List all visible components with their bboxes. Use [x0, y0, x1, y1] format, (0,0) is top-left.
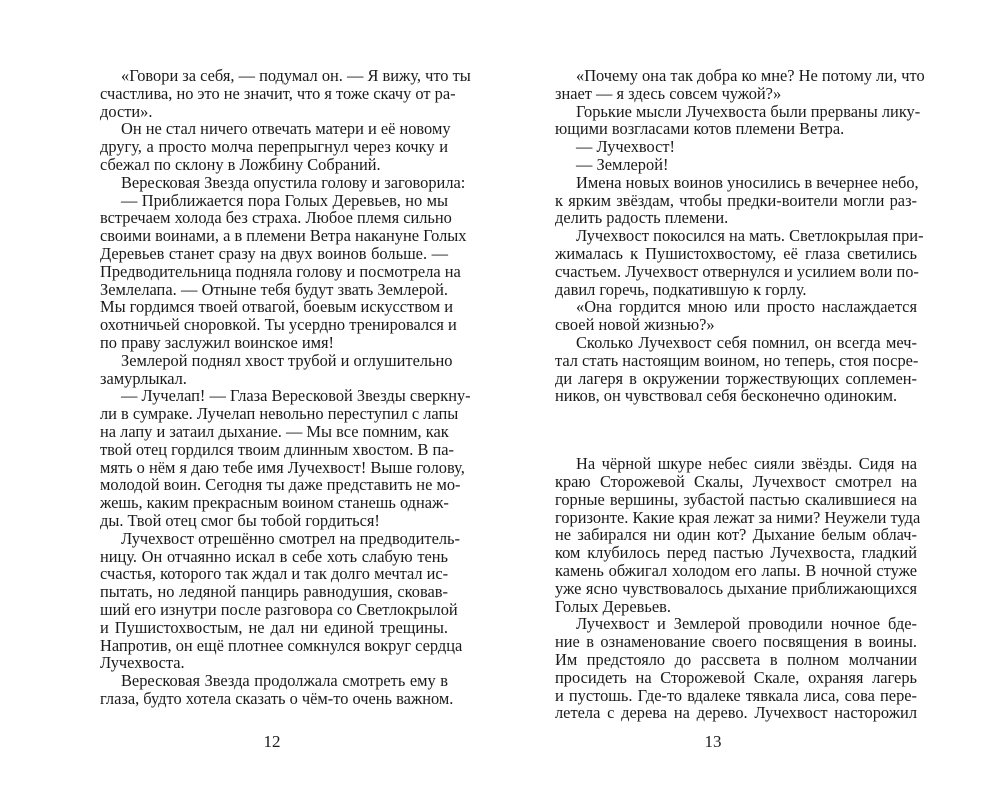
text-line: «Она гордится мною или просто наслаждается: [576, 297, 917, 317]
paragraph: [100, 119, 451, 174]
text-line: молодой воин. Сегодня ты даже представить не мо-: [100, 475, 461, 495]
paragraph: [555, 615, 917, 722]
text-line: ние в ознаменование своего посвящения в воины.: [555, 632, 917, 652]
text-line: другу, а просто молча перепрыгнул через кочку и: [100, 137, 448, 157]
text-line: сбежал по склону в Ложбину Собраний.: [100, 154, 381, 174]
text-line: Предводительница подняла голову и посмотрела на: [100, 261, 461, 281]
paragraph: [555, 298, 917, 334]
text-line: дости».: [100, 101, 153, 121]
text-line: Лучехвост и Землерой проводили ночное бде-: [576, 614, 917, 634]
text-line: На чёрной шкуре небес сияли звёзды. Сидя на: [576, 454, 917, 474]
right-page-text: [555, 66, 925, 723]
text-line: горизонте. Какие края лежат за ними? Неужели туда: [555, 507, 921, 527]
text-line: ющими возгласами котов племени Ветра.: [555, 119, 845, 139]
page-number-left: 12: [263, 732, 281, 751]
text-line: — Приближается пора Голых Деревьев, но мы: [121, 190, 448, 210]
text-line: краю Сторожевой Скалы, Лучехвост смотрел на: [555, 471, 917, 491]
text-line: Голых Деревьев.: [555, 596, 671, 616]
paragraph: [555, 226, 924, 299]
text-line: Мы гордимся твоей отвагой, боевым искусством и: [100, 297, 453, 317]
text-line: — Лучехвост!: [576, 137, 676, 157]
paragraph: [555, 138, 917, 156]
text-line: Вересковая Звезда опустила голову и заговорила:: [121, 172, 466, 192]
text-line: счастья, которого так ждал и так долго мечтал ис-: [100, 564, 449, 584]
text-line: не забирался ни один кот? Дыхание белым облач-: [555, 525, 917, 545]
text-line: «Говори за себя, — подумал он. — Я вижу, что ты: [121, 66, 471, 85]
text-line: тал стать настоящим воином, но теперь, стоя посре-: [555, 350, 919, 370]
text-line: Землелапа. — Отныне тебя будут звать Землерой.: [100, 279, 448, 299]
text-line: ди лагеря в окружении торжествующих соплемен-: [555, 368, 917, 388]
text-line: своими воинами, а в племени Ветра накануне Голых: [100, 226, 467, 246]
left-page-text: [100, 66, 471, 708]
paragraph: [100, 66, 471, 121]
text-line: «Почему она так добра ко мне? Не потому ли, что: [576, 66, 925, 85]
text-line: Сколько Лучехвост себя помнил, он всегда меч-: [576, 332, 917, 352]
text-line: Лучехвост отрешённо смотрел на предводитель-: [121, 528, 460, 548]
page-number-right: 13: [704, 732, 722, 751]
text-line: камень обжигал холодом его лапы. В ночной стуже: [555, 560, 917, 580]
text-line: Деревьев станет сразу на двух воинов больше. —: [100, 243, 448, 263]
paragraph: [100, 172, 466, 192]
text-line: жешь, каким прекрасным воином станешь однаж-: [100, 493, 449, 513]
paragraph: [555, 454, 921, 616]
text-line: летела с дерева на дерево. Лучехвост насторожил: [555, 703, 917, 723]
text-line: охотничьей сноровкой. Ты усердно тренировался и: [100, 315, 457, 335]
text-line: ший его изнутри после разговора со Светлокрылой: [100, 599, 458, 619]
text-line: на лапу и затаил дыхание. — Мы все помним, как: [100, 421, 449, 441]
text-line: просидеть на Сторожевой Скале, охраняя лагерь: [555, 667, 917, 687]
text-line: твой отец гордился твоим длинным хвостом. В па-: [100, 439, 455, 459]
text-line: Горькие мысли Лучехвоста были прерваны лику-: [576, 101, 921, 121]
paragraph: [555, 334, 917, 405]
text-line: Имена новых воинов уносились в вечернее небо,: [576, 172, 919, 192]
paragraph: [555, 174, 917, 227]
text-line: по праву заслужил воинское имя!: [100, 332, 335, 352]
paragraph: [100, 386, 471, 530]
paragraph: [555, 101, 921, 139]
text-line: делить радость племени.: [555, 208, 729, 228]
text-line: ников, он чувствовал себя бесконечно одиноким.: [555, 386, 898, 406]
text-line: и Пушистохвостым, не дал ни единой трещины.: [100, 617, 448, 637]
text-line: Лучехвост покосился на мать. Светлокрылая при-: [576, 226, 924, 246]
text-line: пытать, но ледяной панцирь равнодушия, сковав-: [100, 582, 448, 602]
section-break: [555, 405, 917, 455]
text-line: встречаем холода без страха. Любое племя сильно: [100, 208, 452, 228]
text-line: жималась к Пушистохвостому, её глаза светились: [555, 243, 917, 263]
text-line: счастьем. Лучехвост отвернулся и усилием воли по-: [555, 261, 919, 281]
text-line: — Землерой!: [576, 154, 669, 174]
text-line: знает — я здесь совсем чужой?»: [555, 83, 782, 103]
text-line: Землерой поднял хвост трубой и оглушительно: [121, 350, 453, 370]
paragraph: [100, 528, 463, 673]
paragraph: [555, 66, 925, 103]
text-line: ком клубилось перед пастью Лучехвоста, гладкий: [555, 543, 917, 563]
text-line: — Лучелап! — Глаза Вересковой Звезды сверкну-: [121, 386, 471, 406]
text-line: и пустошь. Где-то вдалеке тявкала лиса, сова пере-: [555, 685, 917, 705]
paragraph: [100, 350, 453, 388]
text-line: горные вершины, зубастой пастью скалившиеся на: [555, 489, 917, 509]
paragraph: [100, 671, 454, 708]
text-line: глаза, будто хотела сказать о чём-то очень важном.: [100, 688, 454, 708]
text-line: замурлыкал.: [100, 368, 187, 388]
text-line: Он не стал ничего отвечать матери и её новому: [121, 119, 451, 139]
text-line: Лучехвоста.: [100, 653, 185, 673]
text-line: Напротив, он ещё плотнее сомкнулся вокруг сердца: [100, 635, 463, 655]
text-line: мять о нём я даю тебе имя Лучехвост! Выше голову,: [100, 457, 465, 477]
text-line: к ярким звёздам, чтобы предки-воители могли раз-: [555, 190, 917, 210]
paragraph: [100, 190, 467, 352]
paragraph: [555, 156, 917, 174]
text-line: ницу. Он отчаянно искал в себе хоть слабую тень: [100, 546, 448, 566]
text-line: Им предстояло до рассвета в полном молчании: [555, 649, 917, 669]
text-line: уже ясно чувствовалось дыхание приближающихся: [555, 578, 917, 598]
text-line: давил горечь, подкатившую к горлу.: [555, 279, 807, 299]
text-line: ли в сумраке. Лучелап невольно переступил с лапы: [100, 404, 459, 424]
text-line: счастлива, но это не значит, что я тоже скачу от ра-: [100, 83, 456, 103]
text-line: ды. Твой отец смог бы тобой гордиться!: [100, 510, 380, 530]
text-line: Вересковая Звезда продолжала смотреть ему в: [121, 671, 448, 691]
text-line: своей новой жизнью?»: [555, 315, 715, 335]
